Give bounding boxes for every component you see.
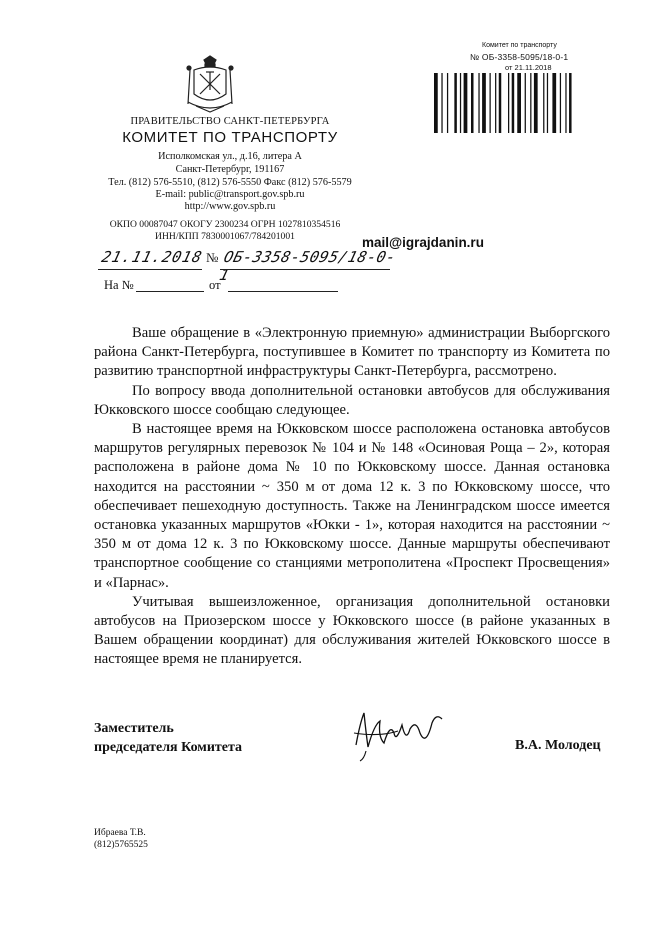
registration-date: 21.11.2018 (99, 248, 205, 266)
recipient-email: mail@igrajdanin.ru (362, 235, 484, 250)
email-line: E-mail: public@transport.gov.spb.ru (155, 189, 305, 200)
committee-name: КОМИТЕТ ПО ТРАНСПОРТУ (122, 129, 338, 146)
number-sign: № (206, 250, 219, 265)
website-line: http://www.gov.spb.ru (184, 201, 276, 212)
government-name: ПРАВИТЕЛЬСТВО САНКТ-ПЕТЕРБУРГА (130, 116, 330, 127)
letter-body (94, 324, 610, 670)
reply-number-label: На № (104, 278, 134, 292)
executor-name: Ибраева Т.В. (94, 828, 146, 838)
executor-info (94, 827, 148, 851)
barcode-icon (432, 73, 612, 133)
address-line: Санкт-Петербург, 191167 (175, 164, 285, 175)
tax-codes: ИНН/КПП 7830001067/784201001 (155, 231, 295, 242)
stamp-issuer: Комитет по транспорту (482, 42, 557, 49)
body-paragraph: Учитывая вышеизложенное, организация дополнительной остановки автобусов на Приозерском шоссе у Юкковского шоссе (в районе указанных в Вашем обращении координат) для обслуживания жителей Юкковского шоссе в настоящее время не планируется. (94, 593, 610, 668)
signatory-title-line: председателя Комитета (94, 740, 243, 755)
signatory-name: В.А. Молодец (515, 738, 601, 753)
phone-line: Тел. (812) 576-5510, (812) 576-5550 Факс (812) 576-5579 (108, 177, 352, 188)
stamp-date: от 21.11.2018 (505, 63, 552, 72)
spb-coat-of-arms-icon (186, 54, 234, 118)
handwritten-signature-icon (350, 703, 450, 763)
registration-number: ОБ-3358-5095/18-0-1 (217, 248, 399, 284)
registration-line (98, 248, 399, 284)
stamp-number: № ОБ-3358-5095/18-0-1 (470, 52, 569, 62)
body-paragraph: Ваше обращение в «Электронную приемную» администрации Выборгского района Санкт-Петербурга, поступившее в Комитет по транспорту из Комитета по развитию транспортной инфраструктуры Санкт-Петербурга, рассмотрено. (94, 325, 610, 380)
signatory-title (94, 719, 242, 757)
executor-phone: (812)5765525 (94, 840, 148, 850)
registry-codes: ОКПО 00087047 ОКОГУ 2300234 ОГРН 1027810354516 (109, 219, 341, 230)
address-line: Исполкомская ул., д.16, литера А (158, 151, 302, 162)
body-paragraph: В настоящее время на Юкковском шоссе расположена остановка автобусов маршрутов регулярных перевозок № 104 и № 148 «Осиновая Роща – 2», которая расположена в районе дома № 10 по Юкковскому шоссе. Данная остановка находится на расстоянии ~ 350 м от дома 12 к. 3 по Юкковскому шоссе, что обеспечивает пешеходную доступность. Также на Ленинградском шоссе имеется остановка указанных маршрутов «Юкки - 1», которая находится на расстоянии ~ 350 м от дома 12 к. 3 по Юкковскому шоссе. Данные маршруты обеспечивают транспортное сообщение со станциями метрополитена «Проспект Просвещения» и «Парнас». (94, 421, 610, 591)
body-paragraph: По вопросу ввода дополнительной остановки автобусов для обслуживания Юкковского шоссе сообщаю следующее. (94, 382, 610, 418)
reply-date-label: от (209, 278, 221, 292)
signatory-title-line: Заместитель (94, 721, 174, 736)
